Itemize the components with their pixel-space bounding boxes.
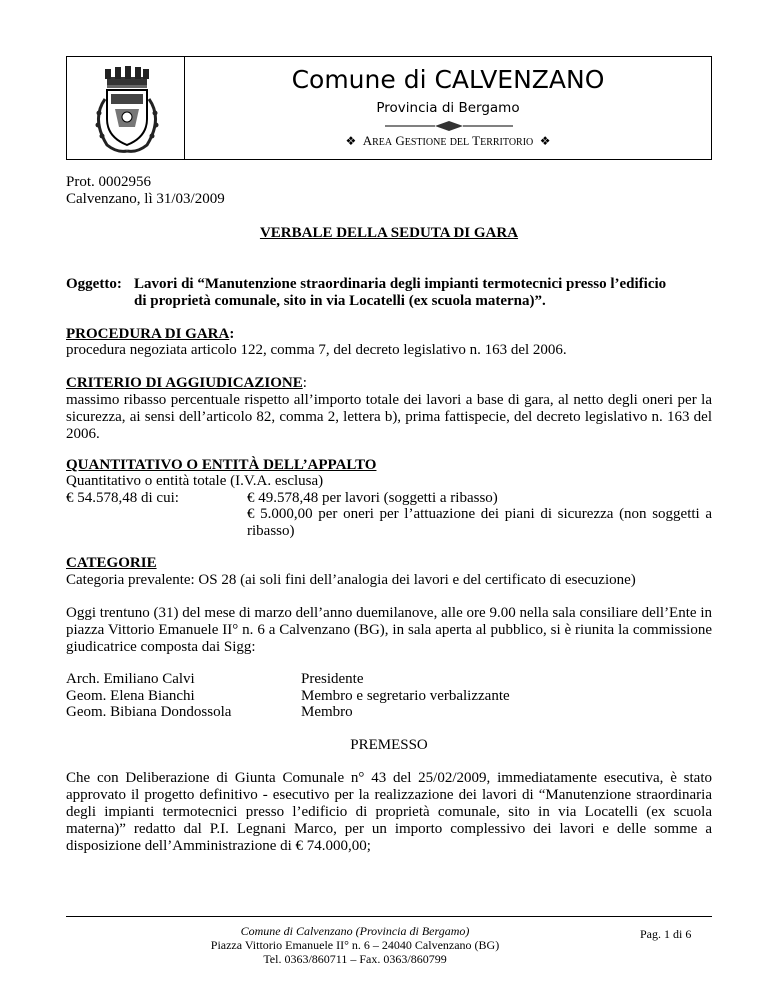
page-number: Pag. 1 di 6 — [640, 927, 692, 941]
department-name: ❖ AREA GESTIONE DEL TERRITORIO ❖ — [345, 133, 551, 148]
footer-line-1: Comune di Calvenzano (Provincia di Bergamo) — [240, 924, 470, 938]
province-subtitle: Provincia di Bergamo — [376, 100, 520, 116]
footer-rule — [66, 916, 712, 917]
intro-paragraph: Oggi trentuno (31) del mese di marzo dell’anno duemilanove, alle ore 9.00 nella sala consiliare dell’Ente in piazza Vittorio Emanuele II° n. 6 a Calvenzano (BG), in sala aperta al pubblico, si è riunita la commissione giudicatrice composta dai Sigg: — [66, 605, 712, 655]
criterion-text: massimo ribasso percentuale rispetto all’importo totale dei lavori a base di gara, al netto degli oneri per la sicurezza, ai sensi dell’articolo 82, comma 2, lettera b), prima fattispecie, del decreto legislativo n. 163 del 2006. — [66, 392, 712, 442]
municipal-crest-icon — [85, 63, 169, 157]
commission-role-2: Membro e segretario verbalizzante — [301, 688, 510, 704]
amount-total: € 54.578,48 di cui: — [66, 490, 179, 506]
ornament-right-icon: ❖ — [539, 134, 551, 148]
criterion-heading: CRITERIO DI AGGIUDICAZIONE: — [66, 375, 307, 391]
footer-line-3: Tel. 0363/860711 – Fax. 0363/860799 — [263, 952, 447, 966]
premesso-paragraph: Che con Deliberazione di Giunta Comunale n° 43 del 25/02/2009, immediatamente esecutiva, è stato approvato il progetto definitivo - esecutivo per la realizzazione dei lavori di “Manutenzione straordinaria degli impianti termotecnici presso l’edificio di proprietà comunale, sito in via Locatelli (ex scuola materna)” redatto dal P.I. Legnani Marco, per un importo complessivo dei lavori e delle somme a disposizione dell’Amministrazione di € 74.000,00; — [66, 770, 712, 854]
subject-line-2: di proprietà comunale, sito in via Locatelli (ex scuola materna)”. — [134, 293, 546, 309]
commission-role-1: Presidente — [301, 671, 364, 687]
subject-line-1: Lavori di “Manutenzione straordinaria degli impianti termotecnici presso l’edificio — [134, 276, 667, 292]
subject-label: Oggetto: — [66, 276, 122, 292]
commission-name-2: Geom. Elena Bianchi — [66, 688, 195, 704]
commission-name-1: Arch. Emiliano Calvi — [66, 671, 195, 687]
quantity-line: Quantitativo o entità totale (I.V.A. esclusa) — [66, 473, 324, 489]
procedure-heading: PROCEDURA DI GARA: — [66, 326, 235, 342]
ornamental-divider-icon — [185, 120, 713, 132]
procedure-text: procedura negoziata articolo 122, comma 7, del decreto legislativo n. 163 del 2006. — [66, 342, 567, 358]
ornament-left-icon: ❖ — [345, 134, 357, 148]
protocol-number: Prot. 0002956 — [66, 174, 152, 190]
premesso-heading: PREMESSO — [350, 737, 428, 753]
footer-line-2: Piazza Vittorio Emanuele II° n. 6 – 24040 Calvenzano (BG) — [210, 938, 500, 952]
amount-safety-costs: € 5.000,00 per oneri per l’attuazione dei piani di sicurezza (non soggetti a ribasso) — [247, 506, 712, 539]
amount-works: € 49.578,48 per lavori (soggetti a ribasso) — [247, 490, 498, 506]
letterhead-box — [66, 56, 712, 160]
document-title: VERBALE DELLA SEDUTA DI GARA — [259, 225, 519, 241]
categories-text: Categoria prevalente: OS 28 (ai soli fini dell’analogia dei lavori e del certificato di esecuzione) — [66, 572, 636, 588]
quantity-heading: QUANTITATIVO O ENTITÀ DELL’APPALTO — [66, 457, 377, 473]
commission-role-3: Membro — [301, 704, 353, 720]
place-date: Calvenzano, lì 31/03/2009 — [66, 191, 225, 207]
categories-heading: CATEGORIE — [66, 555, 157, 571]
commission-name-3: Geom. Bibiana Dondossola — [66, 704, 232, 720]
municipality-title: Comune di CALVENZANO — [291, 65, 605, 94]
